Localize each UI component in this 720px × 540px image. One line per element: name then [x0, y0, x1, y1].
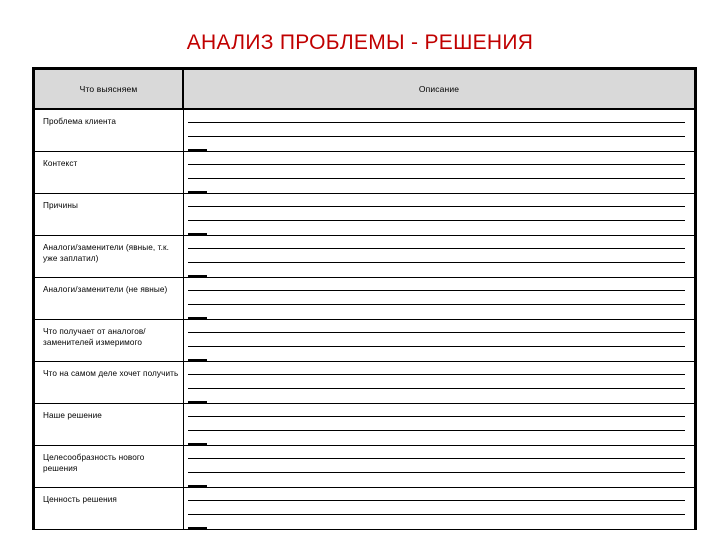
- table-row: [35, 277, 694, 319]
- row-label-problema-klienta: Проблема клиента: [35, 109, 183, 151]
- writing-line-stub: [188, 527, 207, 529]
- row-description-kontekst[interactable]: [183, 151, 694, 193]
- table-row: [35, 109, 694, 151]
- row-description-tsennost-resheniya[interactable]: [183, 487, 694, 529]
- row-label-kontekst: Контекст: [35, 151, 183, 193]
- table-row: [35, 319, 694, 361]
- row-description-problema-klienta[interactable]: [183, 109, 694, 151]
- column-header-what: [35, 70, 183, 109]
- writing-line: [188, 458, 686, 459]
- writing-line: [188, 206, 686, 207]
- table-row: [35, 151, 694, 193]
- row-description-prichiny[interactable]: [183, 193, 694, 235]
- row-description-chto-hochet-poluchit[interactable]: [183, 361, 694, 403]
- writing-line: [188, 416, 686, 417]
- table-row: [35, 361, 694, 403]
- row-description-chto-poluchaet-ot-analogov[interactable]: [183, 319, 694, 361]
- writing-line: [188, 332, 686, 333]
- table-row: [35, 193, 694, 235]
- table-header: [35, 70, 694, 109]
- row-label-chto-poluchaet-ot-analogov: Что получает от аналогов/заменителей измеримого: [35, 319, 183, 361]
- writing-line: [188, 374, 686, 375]
- problem-solution-table-wrapper: [32, 67, 697, 530]
- page-title: АНАЛИЗ ПРОБЛЕМЫ - РЕШЕНИЯ: [186, 31, 534, 54]
- writing-line: [188, 220, 686, 221]
- table-header-row: [35, 70, 694, 109]
- table-row: [35, 445, 694, 487]
- row-label-tselesoobraznost: Целесообразность нового решения: [35, 445, 183, 487]
- writing-line: [188, 514, 686, 515]
- writing-line: [188, 388, 686, 389]
- writing-line: [188, 178, 686, 179]
- writing-line: [188, 122, 686, 123]
- writing-line: [188, 500, 686, 501]
- row-label-analogi-ne-yavnye: Аналоги/заменители (не явные): [35, 277, 183, 319]
- row-label-tsennost-resheniya: Ценность решения: [35, 487, 183, 529]
- problem-solution-table: [35, 70, 694, 530]
- writing-line: [188, 136, 686, 137]
- writing-line: [188, 164, 686, 165]
- table-row: [35, 487, 694, 529]
- column-header-description: [183, 70, 694, 109]
- writing-line: [188, 290, 686, 291]
- column-header-what-label: Что выясняем: [79, 83, 138, 94]
- row-description-nashe-reshenie[interactable]: [183, 403, 694, 445]
- table-row: [35, 235, 694, 277]
- row-label-chto-hochet-poluchit: Что на самом деле хочет получить: [35, 361, 183, 403]
- row-description-tselesoobraznost[interactable]: [183, 445, 694, 487]
- row-label-nashe-reshenie: Наше решение: [35, 403, 183, 445]
- writing-line: [188, 304, 686, 305]
- writing-line: [188, 248, 686, 249]
- writing-line: [188, 430, 686, 431]
- row-label-prichiny: Причины: [35, 193, 183, 235]
- writing-line: [188, 346, 686, 347]
- column-header-description-label: Описание: [418, 83, 460, 94]
- table-row: [35, 403, 694, 445]
- table-body: [35, 109, 694, 529]
- row-description-analogi-yavnye[interactable]: [183, 235, 694, 277]
- writing-line: [188, 262, 686, 263]
- row-description-analogi-ne-yavnye[interactable]: [183, 277, 694, 319]
- row-label-analogi-yavnye: Аналоги/заменители (явные, т.к. уже заплатил): [35, 235, 183, 277]
- writing-line: [188, 472, 686, 473]
